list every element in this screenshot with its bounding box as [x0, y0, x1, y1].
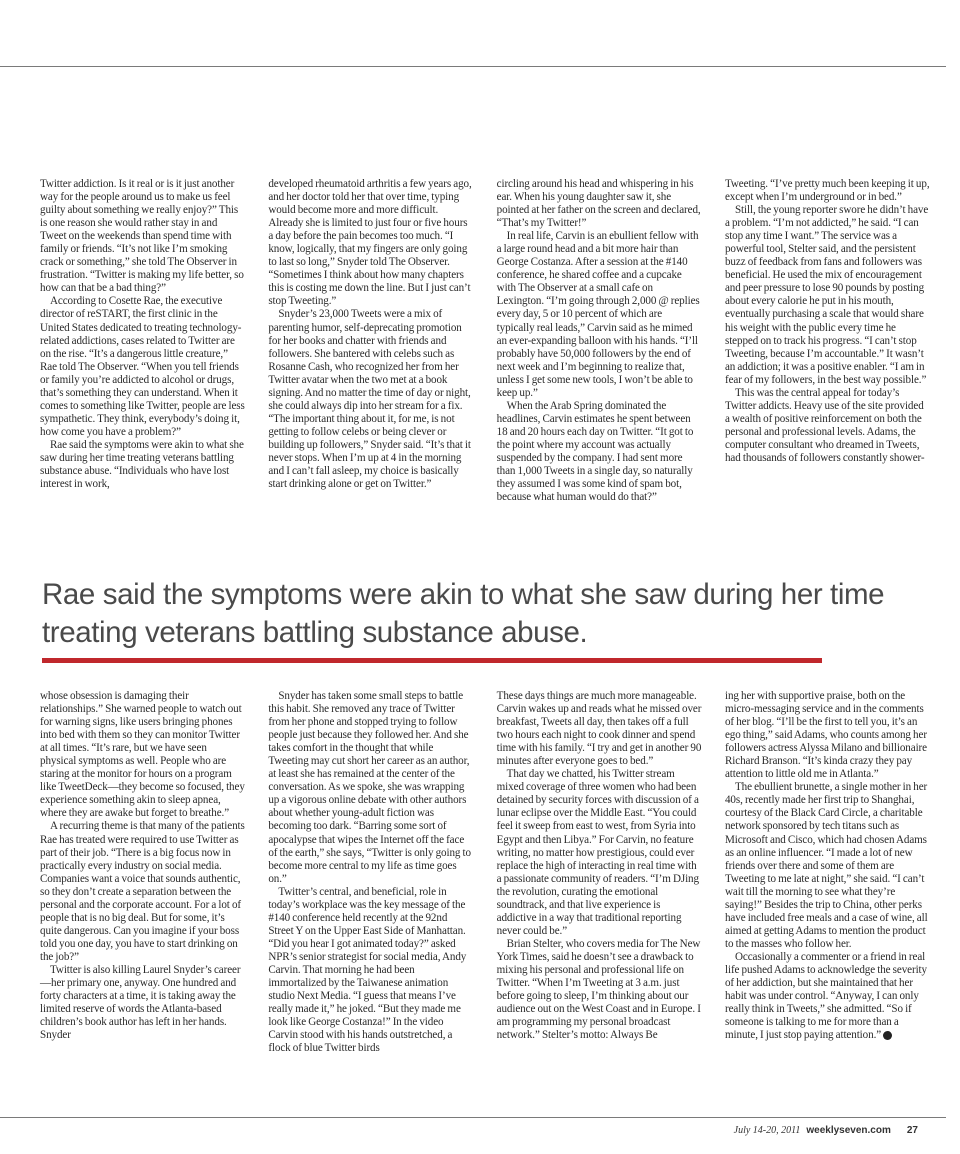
top-rule — [0, 66, 946, 67]
paragraph: That day we chatted, his Twitter stream mixed coverage of three women who had been detained by security forces with discussion of a lunar eclipse over the Middle East. “You could feel it sweep from east to west, from Syria into Egypt and then Libya.” For Carvin, no feature writing, no matter how prestigious, could ever replace the high of interacting in real time with a passionate community of readers. “I’m DJing the revolution, curating the emotional soundtrack, and that live experience is addictive in a way that traditional reporting never could be.” — [496, 768, 699, 937]
paragraph: Rae said the symptoms were akin to what she saw during her time treating veterans battling substance abuse. “Individuals who have lost interest in work, — [40, 438, 244, 491]
paragraph: Snyder’s 23,000 Tweets were a mix of parenting humor, self-deprecating promotion for her books and chatter with friends and followers. She bantered with celebs such as Rosanne Cash, who recognized her from her Twitter avatar when the two met at a book signing. And no matter the time of day or night, she could always dip into her stream for a fix. “The important thing about it, for me, is not getting to follow celebs or being clever or building up followers,” Snyder said. “It’s that it never stops. When I’m up at 4 in the morning and I can’t fall asleep, my choice is basically start drinking alone or get on Twitter.” — [268, 308, 471, 491]
column-3 — [497, 178, 702, 504]
pull-quote: Rae said the symptoms were akin to what she saw during her time treating veterans battling substance abuse. — [42, 578, 885, 649]
column-6 — [268, 690, 473, 1055]
paragraph — [725, 951, 930, 1042]
column-2 — [268, 178, 473, 504]
paragraph: Twitter addiction. Is it real or is it just another way for the people around us to make us feel guilty about something we really enjoy?” This is one reason she would rather stay in and Tweet on the weekends than spend time with family or friends. “It’s not like I’m smoking crack or something,” she told The Observer in frustration. “Twitter is making my life better, so how can that be a bad thing?” — [40, 178, 244, 295]
paragraph: According to Cosette Rae, the executive director of reSTART, the first clinic in the United States dedicated to treating technology-related addictions, cases related to Twitter are on the rise. “It’s a dangerous little creature,” Rae told The Observer. “When you tell friends or family you’re addicted to alcohol or drugs, that’s something they can understand. When it comes to something like Twitter, people are less sympathetic. They think, everybody’s doing it, how come you have a problem?” — [40, 295, 245, 438]
column-5 — [40, 690, 245, 1055]
paragraph: Still, the young reporter swore he didn’t have a problem. “I’m not addicted,” he said. “I can stop any time I want.” The service was a powerful tool, Stelter said, and the persistent buzz of feedback from fans and followers was beneficial. He used the mix of encouragement and peer pressure to lose 90 pounds by posting about every calorie he put in his mouth, eventually purchasing a scale that would share his weight with the public every time he stepped on to track his progress. “I can’t stop Tweeting, because I’m accountable.” It wasn’t an addiction; it was a positive enabler. “I am in fear of my followers, in the best way possible.” — [724, 204, 929, 386]
paragraph: Twitter’s central, and beneficial, role in today’s workplace was the key message of the #140 conference held recently at the 92nd Street Y on the Upper East Side of Manhattan. “Did you hear I got animated today?” asked NPR’s senior strategist for social media, Andy Carvin. That morning he had been immortalized by the Taiwanese animation studio Next Media. “I guess that means I’ve really made it,” he joked. “But they made me look like George Costanza!” In the video Carvin stood with his hands outstretched, a flock of blue Twitter birds — [268, 885, 467, 1055]
end-mark-icon: 7 — [883, 1031, 892, 1040]
pull-quote-rule — [42, 658, 822, 663]
paragraph: developed rheumatoid arthritis a few years ago, and her doctor told her that over time, typing would become more and more difficult. Already she is limited to just four or five hours a day before the pain becomes too much. “I know, logically, that my fingers are only going to last so long,” Snyder told The Observer. “Sometimes I think about how many chapters this is costing me down the line. But I just can’t stop Tweeting.” — [268, 178, 472, 308]
paragraph: A recurring theme is that many of the patients Rae has treated were required to use Twitter as part of their job. “There is a big focus now in practically every industry on social media. Companies want a voice that sounds authentic, so they don’t create a separation between the personal and the corporate account. For a lot of people that is no big deal. But for some, it’s quite dangerous. Can you imagine if your boss told you one day, you have to start drinking on the job?” — [40, 820, 245, 963]
article-columns-top — [40, 178, 930, 504]
column-1 — [40, 178, 245, 504]
paragraph: Tweeting. “I’ve pretty much been keeping it up, except when I’m underground or in bed.” — [724, 178, 930, 204]
paragraph: These days things are much more manageable. Carvin wakes up and reads what he missed over breakfast, Tweets all day, then takes off a full two hours each night to cook dinner and spend time with his family. “I try and get in another 90 minutes after everyone goes to bed.” — [496, 690, 702, 768]
paragraph: circling around his head and whispering in his ear. When his young daughter saw it, she pointed at her father on the screen and declared, “That’s my Twitter!” — [496, 178, 701, 230]
page-footer — [734, 1125, 918, 1136]
paragraph: Twitter is also killing Laurel Snyder’s career—her primary one, anyway. One hundred and forty characters at a time, it is taking away the limited reserve of words the Atlanta-based children’s book author has left in her hands. Snyder — [40, 963, 241, 1042]
page-number: 27 — [906, 1125, 918, 1136]
article-columns-bottom — [40, 690, 930, 1055]
paragraph-text: Occasionally a commenter or a friend in real life pushed Adams to acknowledge the severity of her addiction, but she maintained that her habit was under control. “Anyway, I can only really think in Tweets,” she admitted. “So if someone is talking to me for more than a minute, I just stop paying attention.” — [724, 950, 927, 1042]
paragraph: ing her with supportive praise, both on the micro-messaging service and in the comments of her blog. “I’ll be the first to tell you, it’s an ego thing,” said Adams, who counts among her followers actress Alyssa Milano and billionaire Richard Branson. “It’s kinda crazy they pay attention to little old me in Atlanta.” — [724, 690, 927, 781]
paragraph: In real life, Carvin is an ebullient fellow with a large round head and a bit more hair than George Costanza. After a session at the #140 conference, he shared coffee and a cupcake with The Observer at a small cafe on Lexington. “I’m going through 2,000 @ replies every day, 5 or 10 percent of which are typically real leads,” Carvin said as he mimed an ever-expanding balloon with his hands. “I’ll probably have 50,000 followers by the end of next week and I’m beginning to realize that, unless I get some new tools, I won’t be able to keep up.” — [496, 230, 700, 399]
paragraph: When the Arab Spring dominated the headlines, Carvin estimates he spent between 18 and 20 hours each day on Twitter. “It got to the point where my account was actually suspended by the company. I had sent more than 1,000 Tweets in a single day, so naturally they assumed I was some kind of spam bot, because what human would do that?” — [496, 399, 694, 504]
website-link[interactable]: weeklyseven.com — [806, 1125, 891, 1136]
paragraph: Brian Stelter, who covers media for The New York Times, said he doesn’t see a drawback to mixing his personal and professional life on Twitter. “When I’m Tweeting at 3 a.m. just before going to sleep, I’m thinking about our audience out on the West Coast and in Europe. I am programming my personal broadcast network.” Stelter’s motto: Always Be — [496, 937, 701, 1042]
column-4 — [725, 178, 930, 504]
bottom-rule — [0, 1117, 946, 1118]
column-7 — [497, 690, 702, 1055]
paragraph: This was the central appeal for today’s Twitter addicts. Heavy use of the site provided a wealth of positive reinforcement on both the personal and professional levels. Adams, the computer consultant who dreamed in Tweets, had thousands of followers constantly shower- — [724, 386, 925, 464]
paragraph: The ebullient brunette, a single mother in her 40s, recently made her first trip to Shanghai, courtesy of the Black Card Circle, a charitable network sponsored by tech titans such as Microsoft and Cisco, which had chosen Adams as an online influencer. “I made a lot of new friends over there and some of them are Tweeting to me late at night,” she said. “I can’t wait till the morning to see what they’re saying!” Besides the trip to China, other perks have included free meals and a case of wine, all aimed at getting Adams to mention the product to the masses who follow her. — [724, 781, 928, 950]
column-8 — [725, 690, 930, 1055]
paragraph: whose obsession is damaging their relationships.” She warned people to watch out for warning signs, like users bringing phones into bed with them so they can monitor Twitter at all times. “It’s rare, but we have seen physical symptoms as well. People who are staring at the monitor for hours on a program like TweetDeck—they become so focused, they experience something akin to sleep apnea, where they are awake but forget to breathe.” — [40, 690, 245, 820]
paragraph: Snyder has taken some small steps to battle this habit. She removed any trace of Twitter from her phone and stopped trying to follow people just because they followed her. And she takes comfort in the thought that while Tweeting may cut short her career as an author, at least she has remained at the center of the conversation. As we spoke, she was wrapping up a vigorous online debate with other authors about whether young-adult fiction was becoming too dark. “Barring some sort of apocalypse that wipes the Internet off the face of the earth,” she says, “Twitter is only going to become more central to my life as time goes on.” — [268, 690, 471, 885]
issue-date: July 14-20, 2011 — [733, 1125, 801, 1136]
